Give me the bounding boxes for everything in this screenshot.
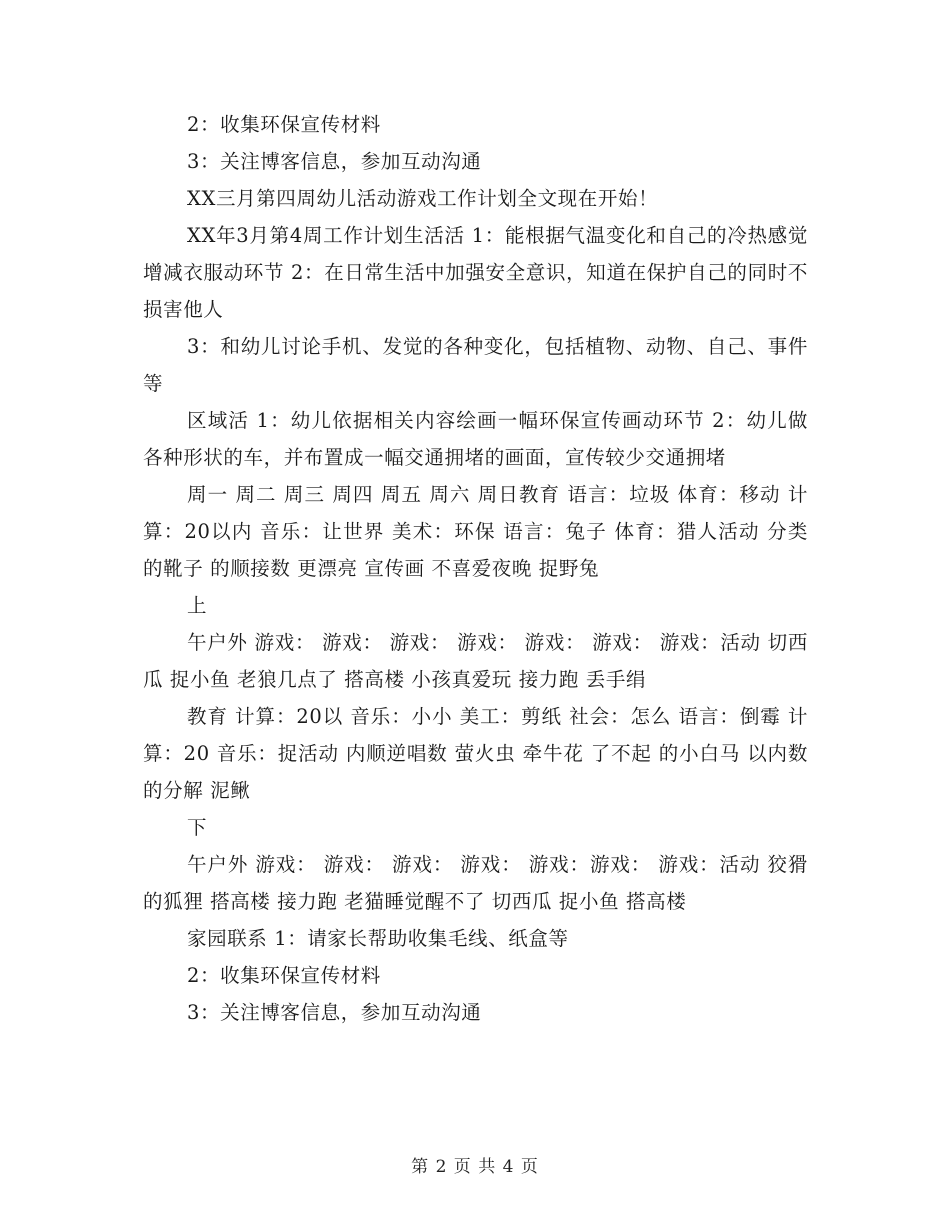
paragraph: XX年3月第4周工作计划生活活 1：能根据气温变化和自己的冷热感觉增减衣服动环节 2：在日常生活中加强安全意识，知道在保护自己的同时不损害他人: [143, 224, 808, 321]
paragraph: 3：关注博客信息，参加互动沟通: [187, 1001, 482, 1024]
paragraph: 3：和幼儿讨论手机、发觉的各种变化，包括植物、动物、自己、事件等: [143, 335, 808, 395]
page-footer: [0, 1152, 950, 1177]
paragraph: 家园联系 1：请家长帮助收集毛线、纸盒等: [187, 927, 569, 950]
page-number-label: 第 2 页 共 4 页: [411, 1157, 539, 1177]
paragraph: 2：收集环保宣传材料: [187, 964, 381, 987]
paragraph: 区域活 1：幼儿依据相关内容绘画一幅环保宣传画动环节 2：幼儿做各种形状的车，并布置成一幅交通拥堵的画面，宣传较少交通拥堵: [143, 409, 808, 469]
paragraph: 下: [187, 816, 208, 839]
paragraph: 周一 周二 周三 周四 周五 周六 周日教育 语言：垃圾 体育：移动 计算：20以内 音乐：让世界 美术：环保 语言：兔子 体育：猎人活动 分类 的靴子 的顺接数 更漂亮 宣传画 不喜爱夜晚 捉野兔: [143, 483, 808, 580]
paragraph: XX三月第四周幼儿活动游戏工作计划全文现在开始！: [187, 187, 659, 210]
paragraph: 2：收集环保宣传材料: [187, 113, 381, 136]
paragraph: 午户外 游戏： 游戏： 游戏： 游戏： 游戏： 游戏： 游戏：活动 切西瓜 捉小鱼 老狼几点了 搭高楼 小孩真爱玩 接力跑 丢手绢: [143, 631, 808, 691]
document-body: [143, 106, 808, 1031]
paragraph: 午户外 游戏： 游戏： 游戏： 游戏： 游戏：游戏： 游戏：活动 狡猾的狐狸 搭高楼 接力跑 老猫睡觉醒不了 切西瓜 捉小鱼 搭高楼: [143, 853, 808, 913]
paragraph: 教育 计算：20以 音乐：小小 美工：剪纸 社会：怎么 语言：倒霉 计算：20 音乐：捉活动 内顺逆唱数 萤火虫 牵牛花 了不起 的小白马 以内数的分解 泥鳅: [143, 705, 808, 802]
paragraph: 上: [187, 594, 208, 617]
paragraph: 3：关注博客信息，参加互动沟通: [187, 150, 482, 173]
